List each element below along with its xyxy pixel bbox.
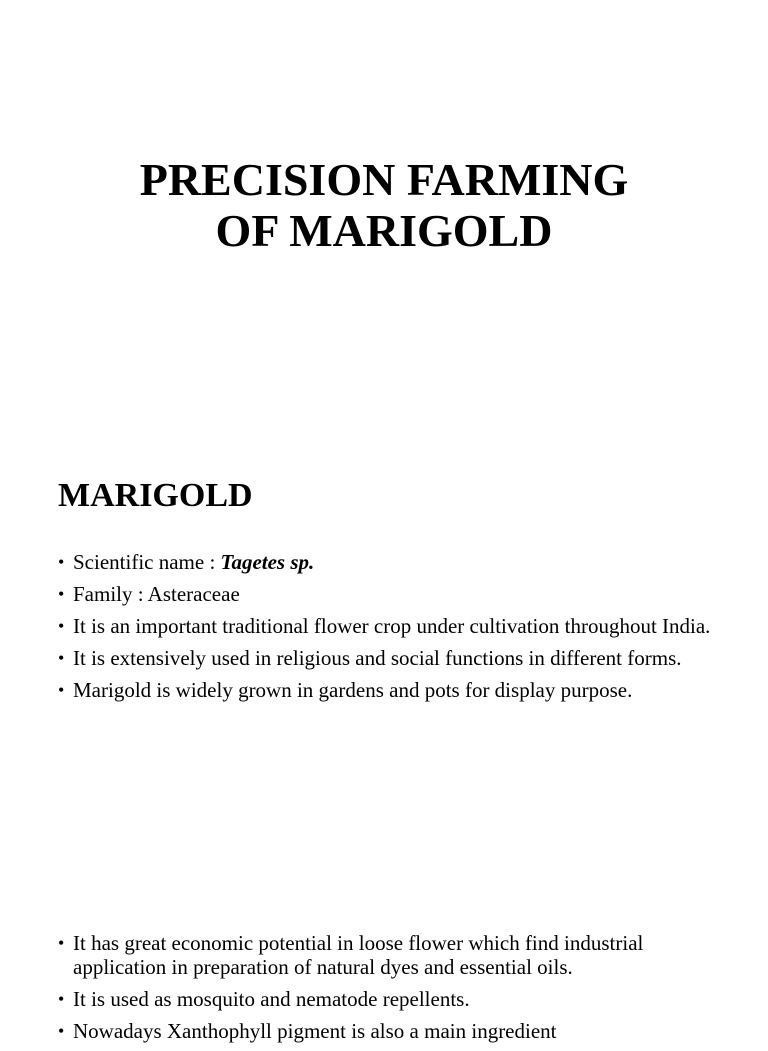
bullet-text: It is an important traditional flower crop under cultivation throughout India. [73,614,711,638]
bullet-icon: • [58,680,65,700]
title-line-1: PRECISION FARMING [139,154,629,205]
scientific-name-value: Tagetes sp. [220,550,315,574]
bullet-text: It is used as mosquito and nematode repellents. [73,987,470,1011]
bullet-icon: • [58,648,65,668]
bullet-list [58,931,718,1051]
marigold-intro-slide [0,432,768,864]
bullet-item-xanthophyll [58,1019,718,1043]
bullet-text: Nowadays Xanthophyll pigment is also a main ingredient [73,1019,557,1043]
section-heading: MARIGOLD [58,477,253,514]
bullet-icon: • [58,616,65,636]
bullet-text: It is extensively used in religious and social functions in different forms. [73,646,682,670]
scientific-name-label: Scientific name : [73,550,221,574]
bullet-item-religious-use [58,646,718,670]
bullet-icon: • [58,933,65,953]
bullet-text: Marigold is widely grown in gardens and pots for display purpose. [73,678,633,702]
presentation-title [0,154,768,256]
bullet-item-economic-potential [58,931,718,979]
marigold-uses-slide [0,864,768,1043]
title-slide [0,0,768,432]
bullet-item-display-purpose [58,678,718,702]
bullet-text: Family : Asteraceae [73,582,240,606]
bullet-text: It has great economic potential in loose flower which find industrial application in preparation of natural dyes and essential oils. [73,931,644,979]
bullet-item-scientific-name [58,550,718,574]
bullet-icon: • [58,552,65,572]
title-line-2: OF MARIGOLD [215,205,553,256]
bullet-icon: • [58,1021,65,1041]
bullet-item-family [58,582,718,606]
bullet-list [58,550,718,710]
bullet-item-traditional-crop [58,614,718,638]
bullet-icon: • [58,989,65,1009]
bullet-icon: • [58,584,65,604]
bullet-item-repellents [58,987,718,1011]
